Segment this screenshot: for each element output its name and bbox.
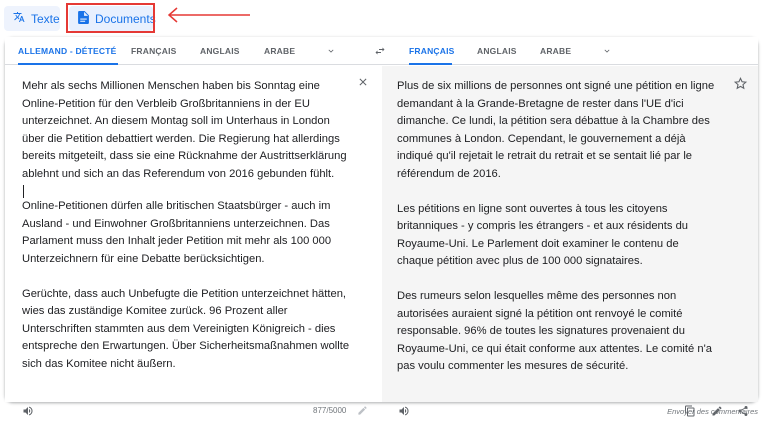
clear-text-icon[interactable]: [357, 76, 369, 88]
target-lang-french[interactable]: FRANÇAIS: [409, 37, 452, 65]
translation-paragraph: Des rumeurs selon lesquelles même des personnes non autorisées auraient signé la pétition ont renvoyé le comité responsable. 96% de toutes les signatures provenaient du Royaume-Uni, ce qui était conforme aux attentes. Le comité n'a pas voulu commenter les mesures de sécurité.: [397, 290, 712, 372]
source-more-chevron-icon[interactable]: [326, 46, 336, 56]
source-lang-detected[interactable]: ALLEMAND - DÉTECTÉ: [18, 37, 118, 65]
target-lang-arabic[interactable]: ARABE: [540, 46, 572, 56]
source-paragraph: Gerüchte, dass auch Unbefugte die Petition unterzeichnet hätten, wies das zuständige Komitee zurück. 96 Prozent aller Unterschriften stammten aus dem Vereinigten Königreich - dies entspreche den Erwartungen. Über Sicherheitsmaßnahmen wollte sich das Komitee nicht äußern.: [22, 287, 350, 370]
source-paragraph: Mehr als sechs Millionen Menschen haben bis Sonntag eine Online-Petition für den Verbleib Großbritanniens in der EU unterzeichnet. An diesem Montag soll im Unterhaus in London über die Petition debattiert werden. Die Regierung hat allerdings bereits mitgeteilt, dass sie eine Rücknahme der Austrittserklärung ablehnt und sich an das Referendum von 2016 gebunden fühlt.: [22, 80, 347, 180]
language-bar: [5, 37, 758, 65]
send-feedback-link[interactable]: Envoyer des commentaires: [667, 407, 758, 416]
translation-paragraph: Plus de six millions de personnes ont signé une pétition en ligne demandant à la Grande-Bretagne de rester dans l'UE d'ici dimanche. Ce lundi, la pétition sera débattue à la Chambre des communes à London. Cependant, le gouvernement a déjà indiqué qu'il rejetait le retrait du retrait et se sentait lié par le référendum de 2016.: [397, 80, 715, 180]
source-lang-arabic[interactable]: ARABE: [264, 46, 296, 56]
source-paragraph: Online-Petitionen dürfen alle britischen Staatsbürger - auch im Ausland - und Einwohner Großbritanniens unterzeichnen. Das Parlament muss den Inhalt jeder Petition mit mehr als 100 000 Unterzeichnern für eine Debatte berücksichtigen.: [22, 200, 332, 265]
mode-bar: [0, 0, 768, 36]
texte-mode-button[interactable]: [4, 6, 60, 31]
translation-pane: [382, 66, 758, 402]
translation-paragraph: Les pétitions en ligne sont ouvertes à tous les citoyens britanniques - y compris les étrangers - et aux résidents du Royaume-Uni. Le Parlement doit examiner le contenu de chaque pétition avec plus de 100 000 signataires.: [397, 202, 689, 267]
source-text-area[interactable]: [22, 78, 352, 391]
translate-icon: [13, 11, 25, 26]
documents-label: Documents: [95, 11, 156, 26]
translation-text: [397, 78, 717, 393]
target-more-chevron-icon[interactable]: [602, 46, 612, 56]
texte-label: Texte: [31, 11, 60, 26]
source-pane: [5, 66, 382, 415]
character-counter: 877/5000: [313, 406, 347, 415]
target-lang-english[interactable]: ANGLAIS: [477, 46, 517, 56]
source-listen-speaker-icon[interactable]: [22, 405, 34, 417]
source-lang-french[interactable]: FRANÇAIS: [131, 46, 177, 56]
save-star-icon[interactable]: [734, 77, 747, 90]
source-lang-english[interactable]: ANGLAIS: [200, 46, 240, 56]
annotation-arrow: [166, 7, 252, 23]
source-edit-pencil-icon: [357, 405, 368, 416]
highlight-box: [66, 3, 155, 33]
text-caret: [23, 185, 24, 198]
translation-listen-speaker-icon[interactable]: [398, 405, 410, 417]
swap-languages-icon[interactable]: [374, 45, 386, 57]
